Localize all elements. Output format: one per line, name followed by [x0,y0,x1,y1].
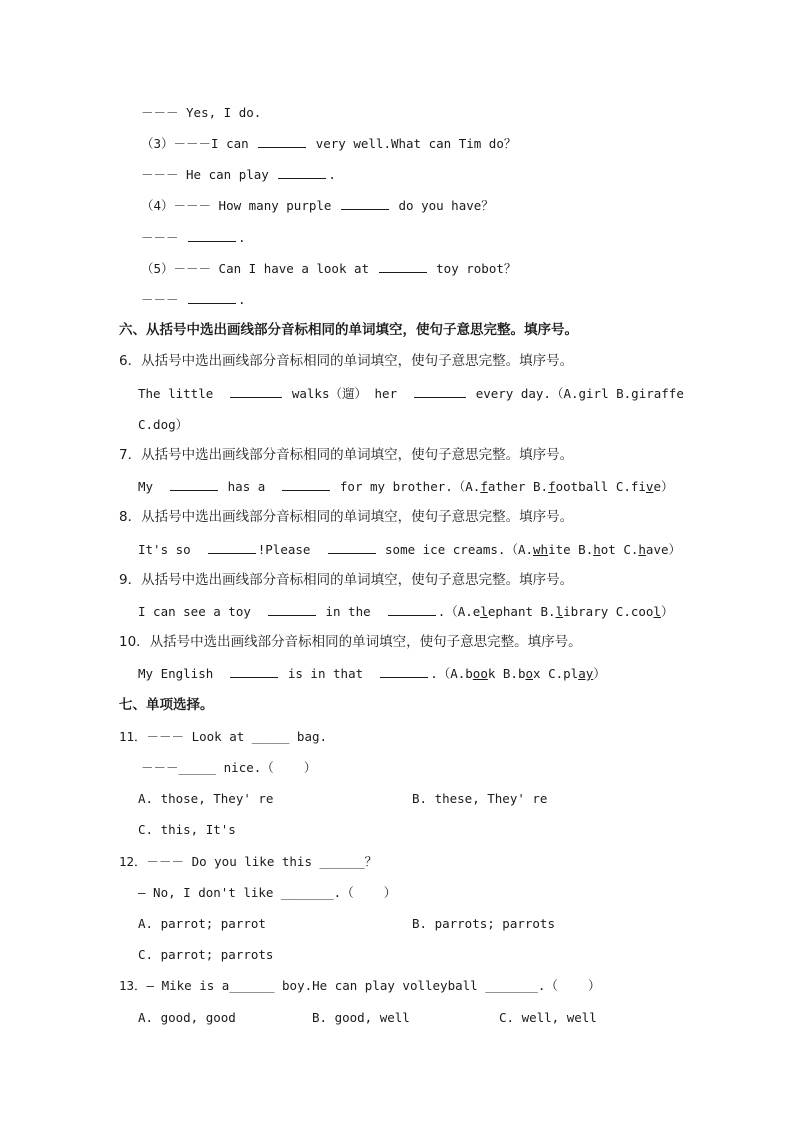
question-4 [141,198,494,214]
text: ephant B. [487,604,556,619]
text: every day.（A.girl B.giraffe [475,386,684,401]
underlined-letters: wh [533,542,549,557]
text: I can see a toy [138,604,251,619]
text: in the [325,604,371,619]
answer-line [141,292,246,308]
text: －－－ He can play [141,167,269,182]
text: . [328,167,336,182]
text: e） [653,479,674,494]
underlined-letters: h [593,542,601,557]
text: has a [227,479,266,494]
text: ot C. [600,542,639,557]
question-12-option-b[interactable]: B. parrots; parrots [412,916,555,931]
question-8-instruction [119,509,573,525]
text: －－－ [141,230,179,245]
text: ） [593,666,606,681]
question-6-sentence [138,386,684,402]
question-5 [141,261,516,277]
question-11-option-b[interactable]: B. these, They' re [412,791,548,806]
answer-blank[interactable] [268,604,316,616]
question-11-line-2: －－－_____ nice.（ ） [141,760,317,775]
answer-blank[interactable] [258,136,306,148]
question-12-line-1: 12．－－－ Do you like this ______？ [119,854,378,869]
text: ite B. [548,542,594,557]
instruction-text: 从括号中选出画线部分音标相同的单词填空，使句子意思完整。填序号。 [141,509,574,525]
text: （3）－－－I can [141,136,249,151]
answer-line [141,105,261,121]
answer-line [141,167,336,183]
question-9-instruction [119,572,573,588]
question-11-option-a[interactable]: A. those, They' re [138,791,274,806]
answer-blank[interactable] [230,386,282,398]
text: .（A.b [430,666,473,681]
question-6-options-cont [138,417,188,433]
text: .（A.e [437,604,481,619]
text: －－－ [141,292,179,307]
underlined-letters: oo [472,666,488,681]
text: My English [138,666,214,681]
answer-blank[interactable] [379,261,427,273]
answer-blank[interactable] [230,666,278,678]
text: !Please [257,542,311,557]
text: My [138,479,154,494]
answer-blank[interactable] [170,479,218,491]
answer-blank[interactable] [414,386,466,398]
question-3 [141,136,516,152]
text: walks（遛） her [291,386,398,401]
text: toy robot？ [436,261,517,276]
underlined-letters: f [548,479,556,494]
text: do you have？ [398,198,494,213]
question-13-option-a[interactable]: A. good, good [138,1010,236,1025]
text: very well.What can Tim do？ [315,136,517,151]
text: for my brother.（A. [339,479,481,494]
question-number: 10． [119,634,150,650]
text: ootball C.fi [555,479,646,494]
text: ibrary C.coo [563,604,654,619]
answer-blank[interactable] [388,604,436,616]
question-11-option-c[interactable]: C. this, It's [138,822,236,837]
instruction-text: 从括号中选出画线部分音标相同的单词填空，使句子意思完整。填序号。 [141,572,574,588]
text: x C.pl [533,666,579,681]
question-12-option-c[interactable]: C. parrot; parrots [138,947,274,962]
answer-blank[interactable] [380,666,428,678]
answer-blank[interactable] [188,292,236,304]
text: C.dog） [138,417,189,432]
question-7-sentence [138,479,673,495]
text: （5）－－－ Can I have a look at [141,261,370,276]
answer-blank[interactable] [328,542,376,554]
text: some ice creams.（A. [385,542,533,557]
question-6-instruction [119,353,573,369]
question-12-line-2: — No, I don't like _______.（ ） [138,885,397,900]
text: ave） [645,542,681,557]
underlined-letters: f [480,479,488,494]
question-13-option-b[interactable]: B. good, well [312,1010,410,1025]
answer-blank[interactable] [188,230,236,242]
question-11-line-1: 11．－－－ Look at _____ bag. [119,729,328,744]
text: ） [660,604,674,619]
answer-blank[interactable] [208,542,256,554]
question-number: 9． [119,572,142,588]
question-13-option-c[interactable]: C. well, well [499,1010,597,1025]
instruction-text: 从括号中选出画线部分音标相同的单词填空，使句子意思完整。填序号。 [141,447,574,463]
question-12-option-a[interactable]: A. parrot; parrot [138,916,266,931]
question-13-line-1: 13．— Mike is a______ boy.He can play volleyball _______.（ ） [119,978,601,993]
text: is in that [287,666,364,681]
answer-line [141,230,246,246]
question-number: 6． [119,353,142,369]
text: －－－ Yes, I do. [141,105,262,120]
text: It's so [138,542,191,557]
question-10-instruction [119,634,582,650]
underlined-letters: h [638,542,646,557]
underlined-letters: l [653,604,661,619]
text: . [238,230,246,245]
underlined-letters: o [525,666,534,681]
question-number: 7． [119,447,142,463]
question-9-sentence [138,604,673,620]
answer-blank[interactable] [341,198,389,210]
question-8-sentence [138,542,681,558]
answer-blank[interactable] [278,167,326,179]
text: The little [138,386,214,401]
underlined-letters: l [555,604,564,619]
underlined-letters: v [645,479,654,494]
text: . [238,292,246,307]
question-7-instruction [119,447,573,463]
section-6-heading: 六、从括号中选出画线部分音标相同的单词填空，使句子意思完整。填序号。 [119,322,578,338]
question-10-sentence [138,666,606,682]
instruction-text: 从括号中选出画线部分音标相同的单词填空，使句子意思完整。填序号。 [141,353,574,369]
text: k B.b [487,666,526,681]
underlined-letters: ay [578,666,594,681]
text: ather B. [487,479,549,494]
section-7-heading: 七、单项选择。 [119,697,214,713]
answer-blank[interactable] [282,479,330,491]
question-number: 8． [119,509,142,525]
underlined-letters: l [480,604,488,619]
text: （4）－－－ How many purple [141,198,332,213]
instruction-text: 从括号中选出画线部分音标相同的单词填空，使句子意思完整。填序号。 [149,634,582,650]
